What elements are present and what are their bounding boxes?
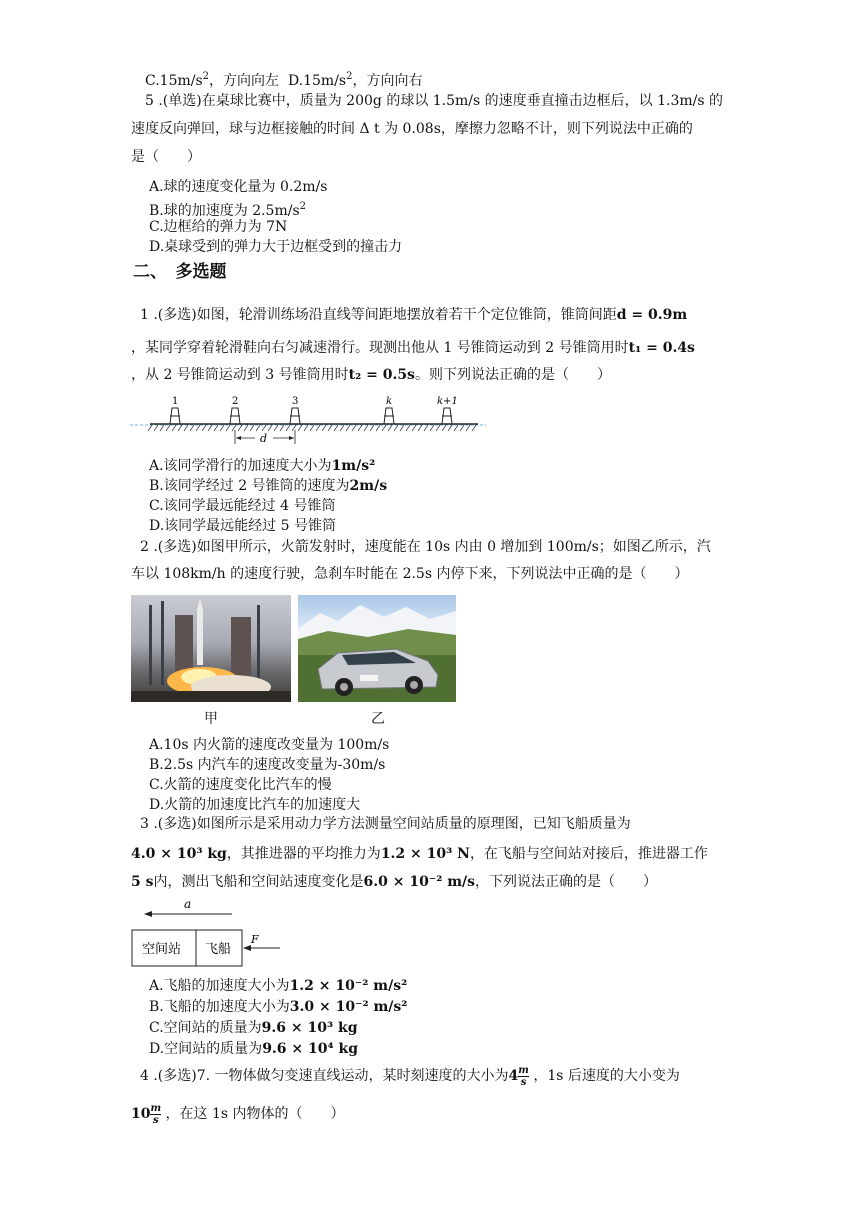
- q5-option-b: [149, 198, 306, 220]
- mq1-line3: [131, 366, 611, 384]
- mq4-v1-unit-bottom: s: [520, 1076, 527, 1088]
- mq4-v1-unit-top: m: [518, 1064, 529, 1076]
- q5-line1: 5 .(单选)在桌球比赛中，质量为 200g 的球以 1.5m/s 的速度垂直撞击边框后，以 1.3m/s 的: [145, 93, 723, 109]
- mq3-option-b: [149, 998, 407, 1016]
- mq1-option-c: C.该同学最远能经过 4 号锥筒: [149, 498, 336, 514]
- mq3-option-d-text: D.空间站的质量为: [149, 1041, 263, 1057]
- mq1-t2-value: t₂ = 0.5s: [348, 367, 415, 383]
- acceleration-label: a: [184, 897, 192, 911]
- mq4-line1: [140, 1064, 680, 1088]
- mq2-option-d: D.火箭的加速度比汽车的加速度大: [149, 797, 361, 813]
- rocket-launch-photo: [131, 595, 291, 702]
- mq3-option-a: [149, 977, 407, 995]
- q5-line3: 是（ ）: [131, 149, 201, 165]
- mq2-option-a: A.10s 内火箭的速度改变量为 100m/s: [149, 737, 390, 753]
- caption-jia: 甲: [204, 711, 218, 727]
- mq3-option-c-math: 9.6 × 10³ kg: [261, 1020, 358, 1036]
- q5-option-a: A.球的速度变化量为 0.2m/s: [149, 179, 328, 195]
- mq2-option-b: B.2.5s 内汽车的速度改变量为-30m/s: [149, 757, 386, 773]
- mq3-line3-end: ，下列说法正确的是（ ）: [475, 874, 658, 890]
- force-label: F: [251, 933, 259, 946]
- mq4-line2-text: ，在这 1s 内物体的（ ）: [165, 1106, 345, 1122]
- cone-k1-label: k+1: [437, 396, 458, 407]
- mq1-option-a-math: 1m/s²: [331, 458, 376, 474]
- space-station-label: 空间站: [142, 942, 182, 957]
- option-c: C.15m/s: [145, 73, 203, 89]
- mq2-line2: 车以 108km/h 的速度行驶，急刹车时能在 2.5s 内停下来，下列说法中正确的是（ ）: [131, 566, 689, 582]
- mq3-time: 5 s: [131, 874, 154, 890]
- option-c-direction: ，方向向左: [209, 73, 280, 89]
- mq3-line2-end: ，在飞船与空间站对接后，推进器工作: [469, 846, 708, 862]
- docking-diagram: [130, 896, 290, 968]
- mq4-v2-unit-top: m: [150, 1102, 162, 1114]
- q5-option-c: C.边框给的弹力为 7N: [149, 219, 288, 235]
- mq3-option-b-text: B.飞船的加速度大小为: [149, 999, 290, 1015]
- mq3-line2: [131, 845, 708, 863]
- mq1-option-b-math: 2m/s: [349, 478, 388, 494]
- cone-3-label: 3: [292, 396, 299, 407]
- option-d-exponent: 2: [346, 71, 353, 82]
- mq4-line2: [131, 1102, 345, 1126]
- option-d-direction: ，方向向右: [352, 73, 423, 89]
- mq4-v2-number: 10: [131, 1106, 151, 1122]
- mq1-t1-value: t₁ = 0.4s: [628, 340, 695, 356]
- option-d: D.15m/s: [287, 73, 347, 89]
- mq1-line3-text: ，从 2 号锥筒运动到 3 号锥筒用时: [131, 367, 349, 383]
- mq3-ship-mass: 4.0 × 10³ kg: [131, 846, 227, 862]
- spaceship-label: 飞船: [205, 942, 232, 957]
- mq1-line1-text: 1 .(多选)如图，轮滑训练场沿直线等间距地摆放着若干个定位锥筒，锥筒间距: [140, 307, 617, 323]
- mq3-line1: 3 .(多选)如图所示是采用动力学方法测量空间站质量的原理图，已知飞船质量为: [140, 816, 631, 832]
- mq2-line1: 2 .(多选)如图甲所示，火箭发射时，速度能在 10s 内由 0 增加到 100m/s；如图乙所示，汽: [140, 539, 711, 555]
- mq3-option-d: [149, 1040, 358, 1058]
- mq3-dv: 6.0 × 10⁻² m/s: [363, 874, 476, 890]
- car-photo: [298, 595, 456, 702]
- mq3-option-c: [149, 1019, 357, 1037]
- mq1-line2-text: ，某同学穿着轮滑鞋向右匀减速滑行。现测出他从 1 号锥筒运动到 2 号锥筒用时: [131, 340, 629, 356]
- mq3-option-b-math: 3.0 × 10⁻² m/s²: [289, 999, 408, 1015]
- q5-option-b-exponent: 2: [299, 201, 307, 212]
- mq3-option-a-text: A.飞船的加速度大小为: [149, 978, 290, 994]
- cone-2-label: 2: [232, 396, 239, 407]
- mq3-line2-text: ，其推进器的平均推力为: [226, 846, 381, 862]
- mq4-line1-end: ，1s 后速度的大小变为: [533, 1068, 680, 1084]
- cone-diagram: [130, 392, 486, 448]
- cone-k-label: k: [386, 396, 393, 407]
- mq1-option-a-text: A.该同学滑行的加速度大小为: [149, 458, 332, 474]
- mq1-d-value: d = 0.9m: [616, 307, 688, 323]
- caption-yi: 乙: [371, 711, 385, 727]
- mq3-line3-text: 内，测出飞船和空间站速度变化是: [153, 874, 364, 890]
- mq1-option-a: [149, 457, 375, 475]
- section-heading: 二、 多选题: [133, 262, 227, 282]
- mq4-v2-unit-bottom: s: [152, 1114, 159, 1126]
- mq4-v1-unit: [518, 1065, 529, 1088]
- q5-option-d: D.桌球受到的弹力大于边框受到的撞击力: [149, 239, 403, 255]
- mq1-line2: [131, 339, 695, 357]
- option-c-exponent: 2: [202, 71, 210, 82]
- d-label: d: [260, 432, 268, 445]
- mq3-option-d-math: 9.6 × 10⁴ kg: [262, 1041, 358, 1057]
- ground-hatching: [148, 425, 476, 431]
- mq3-line3: [131, 873, 657, 891]
- mq4-line1-text: 4 .(多选)7. 一物体做匀变速直线运动，某时刻速度的大小为: [140, 1068, 509, 1084]
- mq3-thrust: 1.2 × 10³ N: [380, 846, 470, 862]
- mq1-line3-end: 。则下列说法正确的是（ ）: [414, 367, 611, 383]
- q5-option-b-text: B.球的加速度为 2.5m/s: [149, 203, 300, 219]
- prev-question-options: [145, 68, 422, 90]
- mq3-option-c-text: C.空间站的质量为: [149, 1020, 262, 1036]
- mq1-option-d: D.该同学最远能经过 5 号锥筒: [149, 518, 336, 534]
- mq3-option-a-math: 1.2 × 10⁻² m/s²: [289, 978, 408, 994]
- mq1-option-b: [149, 477, 387, 495]
- mq4-v1-number: 4: [508, 1068, 519, 1084]
- mq2-option-c: C.火箭的速度变化比汽车的慢: [149, 777, 332, 793]
- cone-1-label: 1: [172, 396, 179, 407]
- q5-line2: 速度反向弹回，球与边框接触的时间 Δ t 为 0.08s，摩擦力忽略不计，则下列说法中正确的: [131, 121, 693, 137]
- mq1-option-b-text: B.该同学经过 2 号锥筒的速度为: [149, 478, 350, 494]
- mq1-line1: [140, 306, 687, 324]
- mq4-v2-unit: [150, 1103, 161, 1126]
